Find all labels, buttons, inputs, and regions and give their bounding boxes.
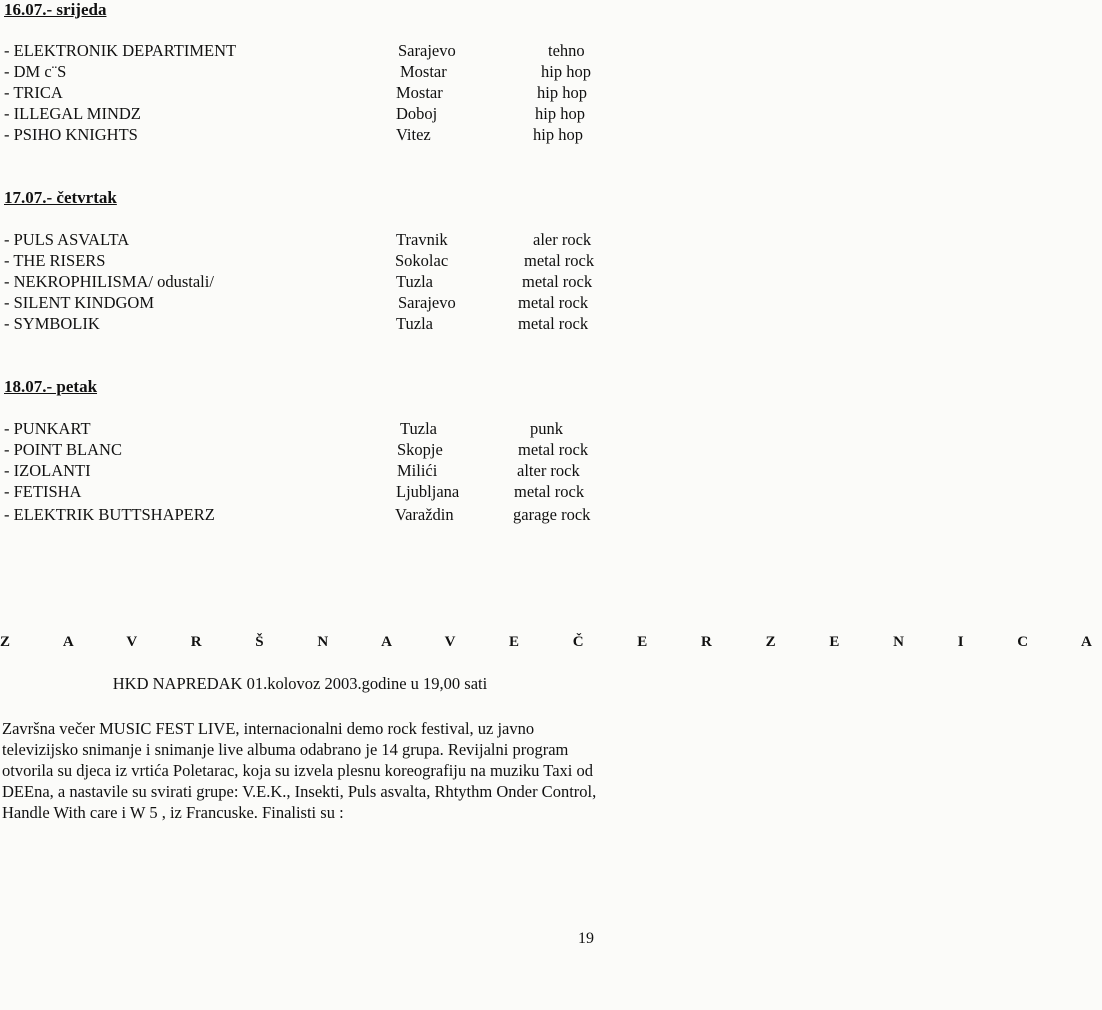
band-genre: metal rock	[518, 314, 589, 333]
band-name: - POINT BLANC	[4, 440, 122, 459]
band-row	[0, 103, 600, 124]
band-genre: punk	[530, 419, 563, 438]
band-row	[0, 40, 600, 61]
band-row	[0, 271, 600, 292]
band-genre: metal rock	[524, 251, 595, 270]
band-name: - THE RISERS	[4, 251, 106, 270]
band-row	[0, 292, 600, 313]
band-genre: hip hop	[541, 62, 591, 81]
band-row	[0, 460, 600, 481]
band-city: Sokolac	[395, 251, 449, 270]
band-name: - PSIHO KNIGHTS	[4, 125, 138, 144]
band-name: - ELEKTRONIK DEPARTIMENT	[4, 41, 237, 60]
band-genre: hip hop	[533, 125, 583, 144]
band-row	[0, 313, 600, 334]
band-city: Sarajevo	[398, 41, 456, 60]
band-name: - ELEKTRIK BUTTSHAPERZ	[4, 505, 215, 524]
band-row	[0, 418, 600, 439]
band-city: Tuzla	[400, 419, 437, 438]
band-name: - PULS ASVALTA	[4, 230, 130, 249]
day-heading: 18.07.- petak	[4, 377, 98, 396]
band-city: Mostar	[396, 83, 443, 102]
band-genre: metal rock	[518, 293, 589, 312]
band-city: Varaždin	[395, 505, 454, 524]
band-name: - PUNKART	[4, 419, 91, 438]
band-city: Doboj	[396, 104, 438, 123]
band-genre: metal rock	[522, 272, 593, 291]
band-name: - SILENT KINDGOM	[4, 293, 155, 312]
band-name: - TRICA	[4, 83, 63, 102]
band-name: - DM c¨S	[4, 62, 67, 81]
band-genre: tehno	[548, 41, 585, 60]
band-name: - FETISHA	[4, 482, 82, 501]
band-name: - NEKROPHILISMA/ odustali/	[4, 272, 214, 291]
band-city: Tuzla	[396, 314, 433, 333]
band-genre: garage rock	[513, 505, 591, 524]
band-name: - ILLEGAL MINDZ	[4, 104, 141, 123]
day-heading: 17.07.- četvrtak	[4, 188, 117, 207]
band-genre: aler rock	[533, 230, 592, 249]
band-genre: metal rock	[518, 440, 589, 459]
band-row	[0, 124, 600, 145]
venue-line: HKD NAPREDAK 01.kolovoz 2003.godine u 19,00 sati	[112, 674, 488, 693]
band-city: Mostar	[400, 62, 447, 81]
band-name: - IZOLANTI	[4, 461, 91, 480]
final-description: Završna večer MUSIC FEST LIVE, internacionalni demo rock festival, uz javno televizijsko snimanje i snimanje live albuma odabrano je 14 grupa. Revijalni program otvorila su djeca iz vrtića Poletarac, koja su izvela plesnu koreografiju na muziku Taxi od DEEna, a nastavile su svirati grupe: V.E.K., Insekti, Puls asvalta, Rhtythm Onder Control, Handle With care i W 5 , iz Francuske. Finalisti su :	[2, 719, 597, 822]
band-city: Milići	[397, 461, 438, 480]
band-row	[0, 504, 600, 525]
day-heading: 16.07.- srijeda	[4, 0, 107, 19]
band-city: Sarajevo	[398, 293, 456, 312]
band-genre: alter rock	[517, 461, 580, 480]
band-row	[0, 61, 600, 82]
band-city: Vitez	[396, 125, 431, 144]
band-row	[0, 229, 600, 250]
band-row	[0, 481, 600, 502]
page-number: 19	[578, 930, 594, 947]
band-city: Skopje	[397, 440, 443, 459]
band-city: Tuzla	[396, 272, 433, 291]
band-genre: hip hop	[537, 83, 587, 102]
band-genre: metal rock	[514, 482, 585, 501]
band-row	[0, 250, 600, 271]
band-city: Ljubljana	[396, 482, 460, 501]
final-evening-title: Z A V R Š N A V E Č E R Z E N I C A	[0, 634, 1102, 650]
band-row	[0, 82, 600, 103]
band-name: - SYMBOLIK	[4, 314, 100, 333]
band-city: Travnik	[396, 230, 448, 249]
band-row	[0, 439, 600, 460]
band-genre: hip hop	[535, 104, 585, 123]
